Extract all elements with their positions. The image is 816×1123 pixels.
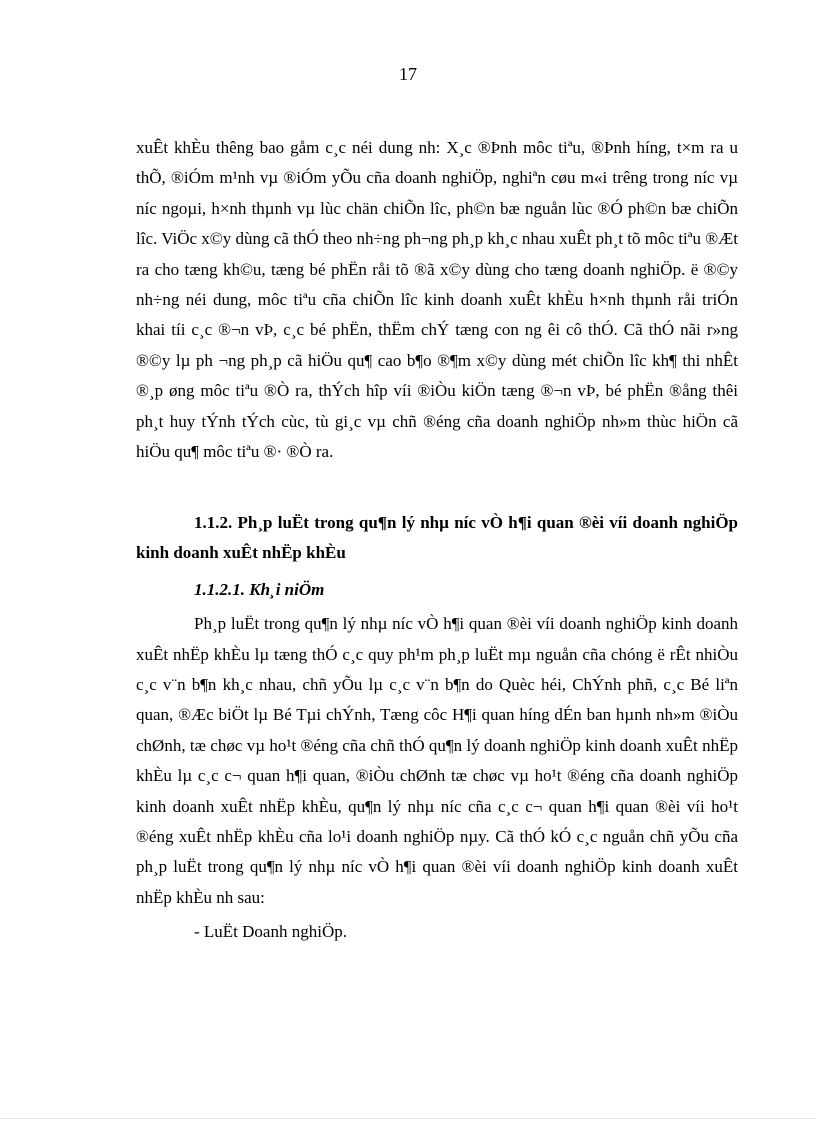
paragraph-definition: Ph¸p luËt trong qu¶n lý nhµ níc vÒ h¶i quan ®èi víi doanh nghiÖp kinh doanh xuÊt nhËp khÈu lµ tæng thÓ c¸c quy ph¹m ph¸p luËt mµ nguån cña chóng ë rÊt nhiÒu c¸c v¨n b¶n kh¸c nhau, chñ yÕu lµ c¸c v¨n b¶n do Quèc héi, ChÝnh phñ, c¸c Bé liªn quan, ®Æc biÖt lµ Bé Tµi chÝnh, Tæng côc H¶i quan híng dÉn ban hµnh nh»m ®iÒu chØnh, tæ chøc vµ ho¹t ®éng cña chñ thÓ qu¶n lý doanh nghiÖp kinh doanh xuÊt nhËp khÈu lµ c¸c c¬ quan h¶i quan, ®iÒu chØnh tæ chøc vµ ho¹t ®éng cña doanh nghiÖp kinh doanh xuÊt nhËp khÈu, qu¶n lý nhµ níc cña c¸c c¬ quan h¶i quan ®èi víi ho¹t ®éng xuÊt nhËp khÈu cña lo¹i doanh nghiÖp nµy. Cã thÓ kÓ c¸c nguån chñ yÕu cña ph¸p luËt trong qu¶n lý nhµ níc vÒ h¶i quan ®èi víi doanh nghiÖp kinh doanh xuÊt nhËp khÈu nh sau: <box>136 614 738 907</box>
paragraph-strategy: xuÊt khÈu thêng bao gåm c¸c néi dung nh: X¸c ®Þnh môc tiªu, ®Þnh híng, t×m ra u thÕ, ®iÓm m¹nh vµ ®iÓm yÕu cña doanh nghiÖp, nghiªn cøu m«i trêng trong níc vµ níc ngoµi, h×nh thµnh vµ lùc chän chiÕn lîc, ph©n bæ nguån lùc ®Ó ph©n bæ chiÕn lîc. ViÖc x©y dùng cã thÓ theo nh÷ng ph¬ng ph¸p kh¸c nhau xuÊt ph¸t tõ môc tiªu ®Æt ra cho tæng kh©u, tæng bé phËn råi tõ ®ã x©y dùng cho tæng doanh nghiÖp. ë ®©y nh÷ng néi dung, môc tiªu cña chiÕn lîc kinh doanh xuÊt khÈu h×nh thµnh råi triÓn khai tíi c¸c ®¬n vÞ, c¸c bé phËn, thËm chÝ tæng con ng êi cô thÓ. Cã thÓ nãi r»ng ®©y lµ ph ¬ng ph¸p cã hiÖu qu¶ cao b¶o ®¶m x©y dùng mét chiÕn lîc kh¶ thi nhÊt ®¸p øng môc tiªu ®Ò ra, thÝch hîp víi ®iÒu kiÖn tæng ®¬n vÞ, bé phËn ®ång thêi ph¸t huy tÝnh tÝch cùc, tù gi¸c vµ chñ ®éng cña doanh nghiÖp nh»m thùc hiÖn cã hiÖu qu¶ môc tiªu ®· ®Ò ra. <box>136 138 738 462</box>
subsection-heading: 1.1.2.1. Kh¸i niÖm <box>194 579 325 599</box>
page-bottom-divider <box>0 1118 816 1119</box>
section-legal <box>136 508 738 948</box>
list-item: - LuËt Doanh nghiÖp. <box>194 922 347 942</box>
section-heading: 1.1.2. Ph¸p luËt trong qu¶n lý nhµ níc vÒ h¶i quan ®èi víi doanh nghiÖp kinh doanh xuÊt nhËp khÈu <box>136 513 738 563</box>
body-text-top <box>136 133 738 467</box>
page-number: 17 <box>399 64 417 84</box>
